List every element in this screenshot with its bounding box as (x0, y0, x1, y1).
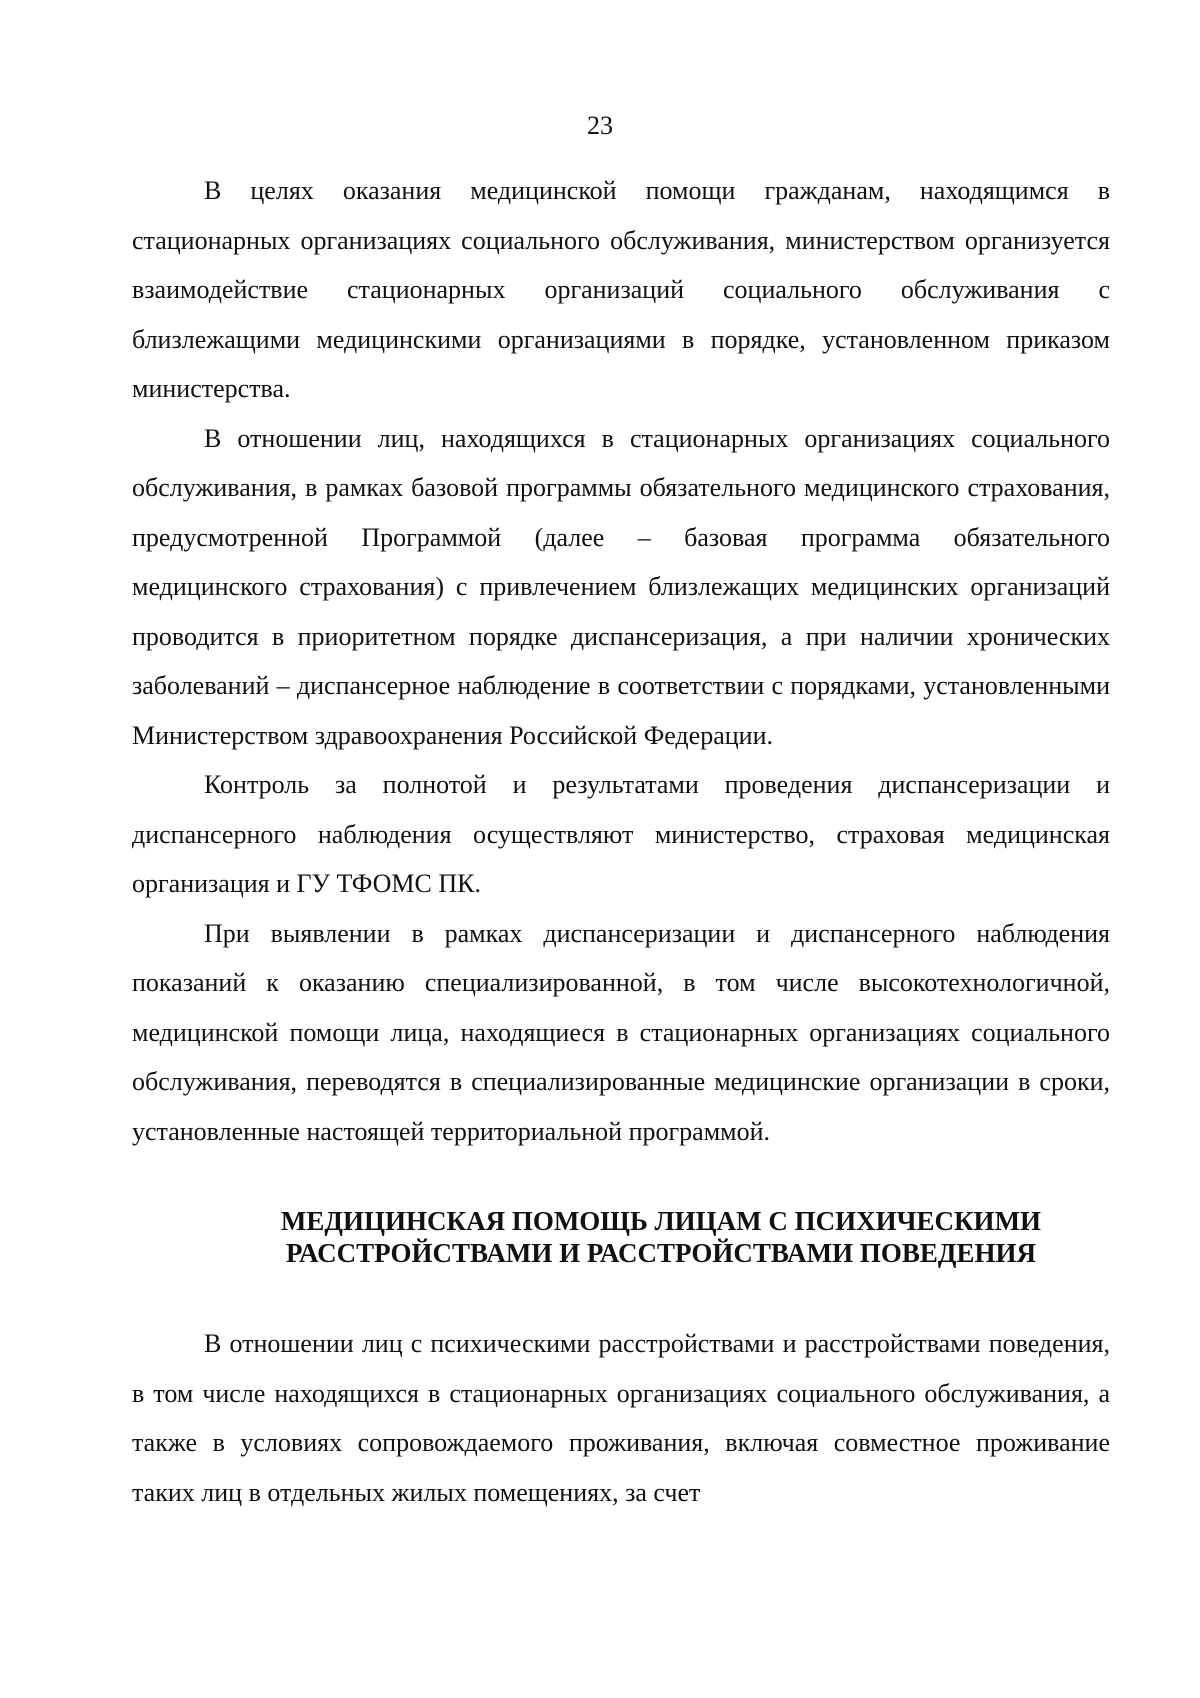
paragraph-mental-disorders: В отношении лиц с психическими расстройствами и расстройствами поведения, в том числе находящихся в стационарных организациях социального обслуживания, а также в условиях сопровождаемого проживания, включая совместное проживание таких лиц в отдельных жилых помещениях, за счет (132, 1329, 1110, 1507)
document-body (132, 166, 1110, 1517)
section-heading-line-2: РАССТРОЙСТВАМИ И РАССТРОЙСТВАМИ ПОВЕДЕНИЯ (285, 1238, 1037, 1268)
paragraph-dispensary-examination: В отношении лиц, находящихся в стационарных организациях социального обслуживания, в рамках базовой программы обязательного медицинского страхования, предусмотренной Программой (далее – базовая программа обязательного медицинского страхования) с привлечением близлежащих медицинских организаций проводится в приоритетном порядке диспансеризация, а при наличии хронических заболеваний – диспансерное наблюдение в соответствии с порядками, установленными Министерством здравоохранения Российской Федерации. (132, 423, 1110, 750)
page-number: 23 (587, 111, 613, 140)
paragraph-control: Контроль за полнотой и результатами проведения диспансеризации и диспансерного наблюдения осуществляют министерство, страховая медицинская организация и ГУ ТФОМС ПК. (132, 770, 1110, 898)
paragraph-social-care-interaction: В целях оказания медицинской помощи гражданам, находящимся в стационарных организациях социального обслуживания, министерством организуется взаимодействие стационарных организаций социального обслуживания с близлежащими медицинскими организациями в порядке, установленном приказом министерства. (132, 176, 1110, 403)
paragraph-transfer: При выявлении в рамках диспансеризации и диспансерного наблюдения показаний к оказанию специализированной, в том числе высокотехнологичной, медицинской помощи лица, находящиеся в стационарных организациях социального обслуживания, переводятся в специализированные медицинские организации в сроки, установленные настоящей территориальной программой. (132, 918, 1110, 1146)
section-heading (132, 1205, 1110, 1269)
section-heading-line-1: МЕДИЦИНСКАЯ ПОМОЩЬ ЛИЦАМ С ПСИХИЧЕСКИМИ (280, 1206, 1042, 1236)
